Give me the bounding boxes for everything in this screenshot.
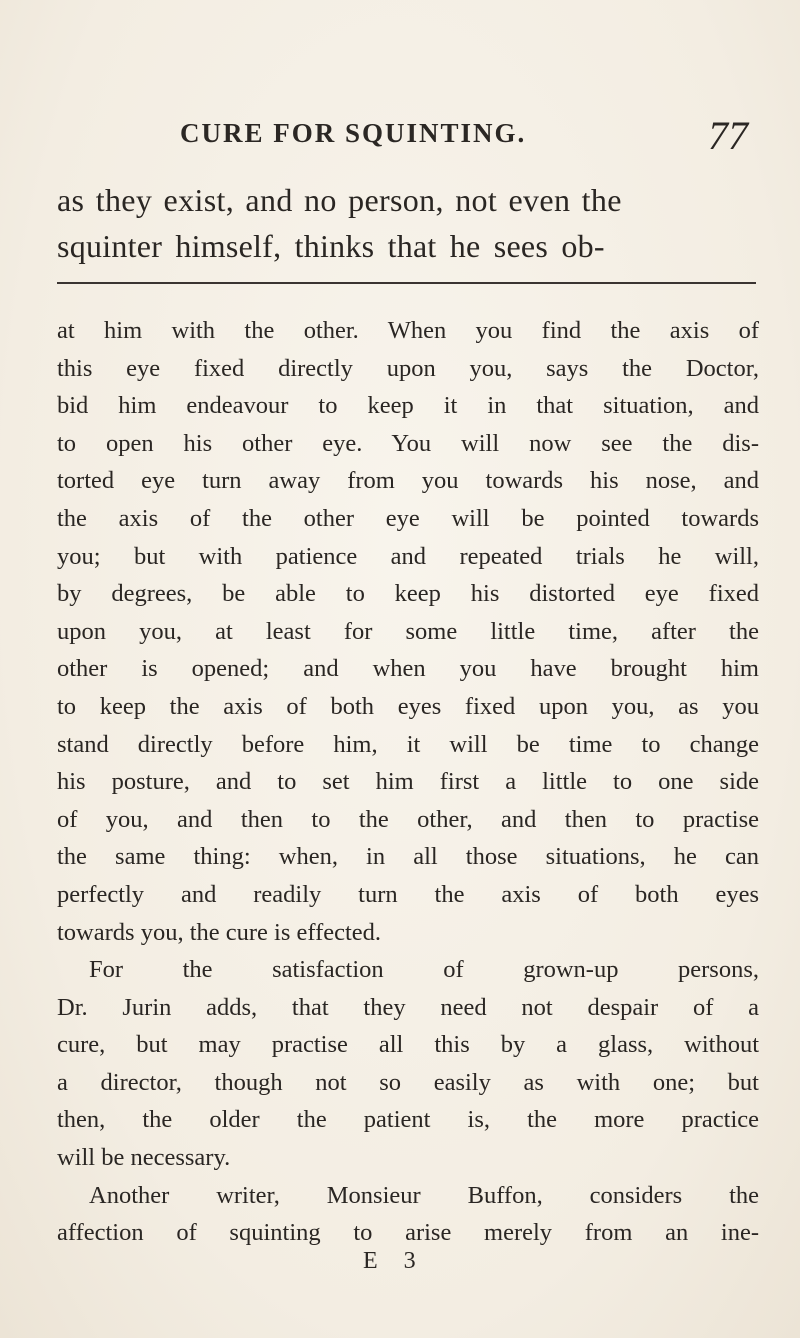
text-line: Another writer, Monsieur Buffon, considers the: [89, 1181, 759, 1209]
text-line: For the satisfaction of grown-up persons,: [89, 956, 759, 984]
text-line: torted eye turn away from you towards his nose, and: [57, 467, 759, 495]
text-line: his posture, and to set him first a little to one side: [57, 768, 759, 796]
page-number: 77: [708, 113, 748, 158]
body-text: [57, 312, 759, 1252]
running-head: [0, 112, 800, 162]
text-line: upon you, at least for some little time, after the: [57, 617, 759, 645]
text-line: to keep the axis of both eyes fixed upon you, as you: [57, 692, 759, 720]
text-line: stand directly before him, it will be time to change: [57, 730, 759, 758]
text-line: this eye fixed directly upon you, says the Doctor,: [57, 354, 759, 382]
text-line: the same thing: when, in all those situations, he can: [57, 843, 759, 871]
text-line: the axis of the other eye will be pointed towards: [57, 504, 759, 532]
intro-paragraph: [57, 177, 757, 269]
text-line: of you, and then to the other, and then to practise: [57, 805, 759, 833]
text-line: perfectly and readily turn the axis of both eyes: [57, 880, 759, 908]
section-divider: [57, 282, 756, 284]
running-title: CURE FOR SQUINTING.: [180, 118, 527, 148]
text-line: cure, but may practise all this by a glass, without: [57, 1031, 759, 1059]
text-line: by degrees, be able to keep his distorted eye fixed: [57, 580, 759, 608]
text-line: will be necessary.: [57, 1144, 231, 1172]
intro-line: as they exist, and no person, not even the: [57, 182, 622, 218]
intro-line: squinter himself, thinks that he sees ob-: [57, 228, 605, 264]
text-line: at him with the other. When you find the axis of: [57, 317, 759, 344]
signature-mark: E 3: [363, 1248, 426, 1274]
text-line: then, the older the patient is, the more practice: [57, 1106, 759, 1134]
text-line: to open his other eye. You will now see the dis-: [57, 429, 759, 457]
text-line: bid him endeavour to keep it in that situation, and: [57, 392, 759, 420]
text-line: affection of squinting to arise merely from an ine-: [57, 1219, 759, 1247]
text-line: you; but with patience and repeated trials he will,: [57, 542, 759, 570]
text-line: other is opened; and when you have brought him: [57, 655, 759, 683]
text-line: a director, though not so easily as with one; but: [57, 1068, 759, 1096]
text-line: towards you, the cure is effected.: [57, 918, 382, 946]
text-line: Dr. Jurin adds, that they need not despair of a: [57, 993, 759, 1021]
